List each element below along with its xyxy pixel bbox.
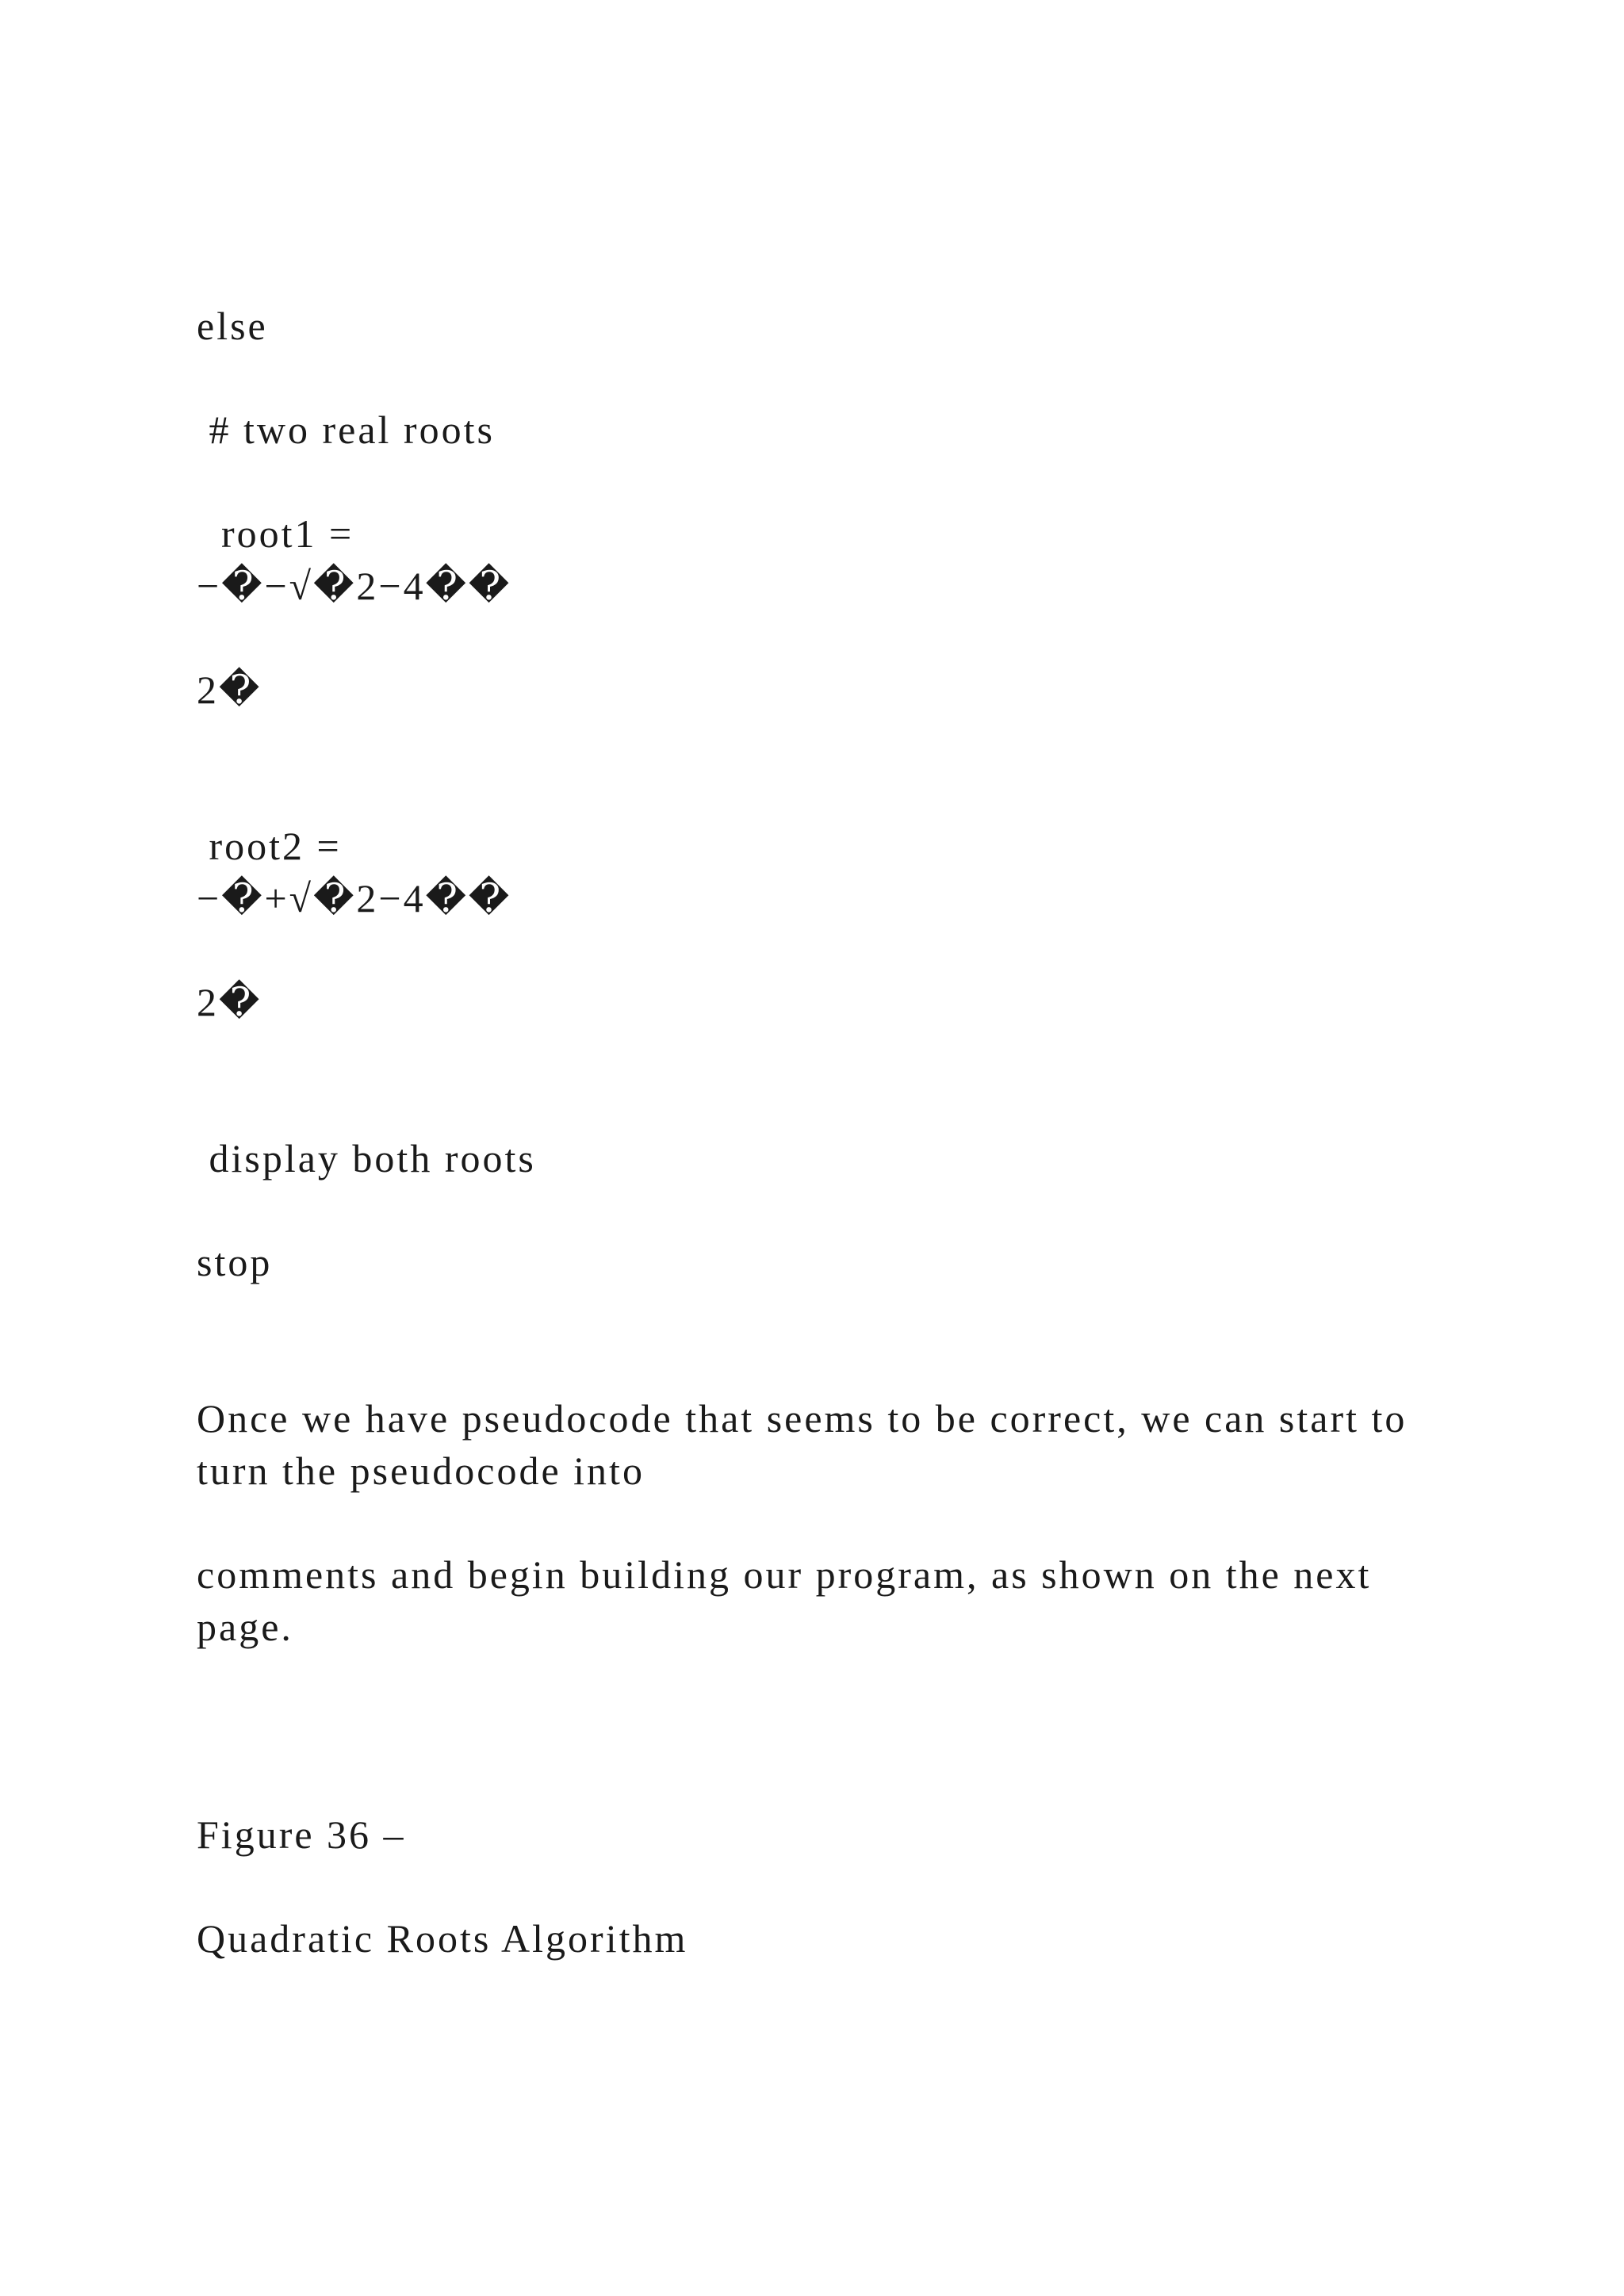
pseudocode-root2-label: root2 = [197,824,342,868]
pseudocode-root2-denominator: 2� [197,980,262,1024]
figure-caption-title: Quadratic Roots Algorithm [197,1916,688,1961]
pseudocode-root1-denominator: 2� [197,668,262,712]
pseudocode-stop: stop [197,1240,273,1284]
pseudocode-root1-formula: −�−√�2−4�� [197,564,512,608]
figure-caption-number: Figure 36 – [197,1812,406,1857]
pseudocode-else: else [197,304,268,348]
pseudocode-comment-two-real-roots: # two real roots [197,408,495,452]
body-paragraph-2: comments and begin building our program, as shown on the next page. [197,1552,1372,1649]
body-paragraph-1: Once we have pseudocode that seems to be correct, we can start to turn the pseudocode into [197,1396,1408,1493]
pseudocode-root2-formula: −�+√�2−4�� [197,876,512,920]
pseudocode-root1-label: root1 = [197,511,354,556]
pseudocode-display-both-roots: display both roots [197,1136,536,1181]
